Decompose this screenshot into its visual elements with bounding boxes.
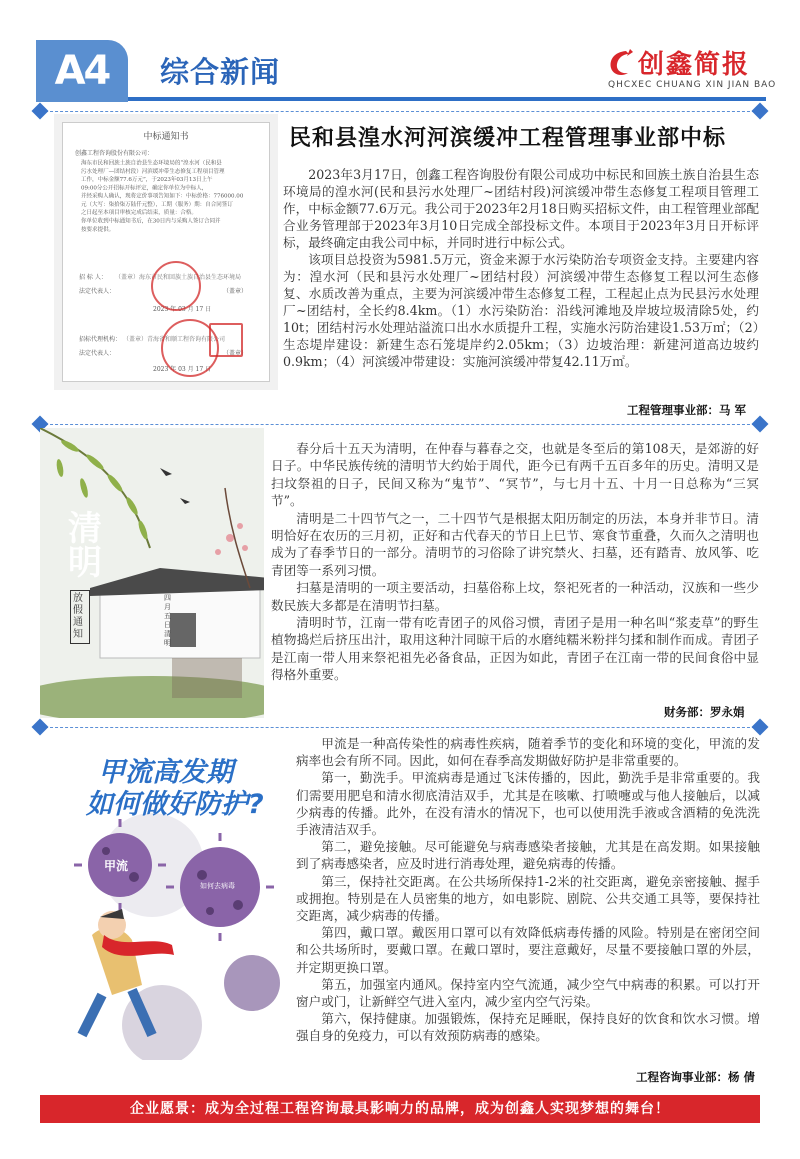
virus-label: 如何去病毒	[200, 882, 235, 890]
article1-body	[283, 166, 759, 370]
official-seal-icon	[151, 261, 201, 311]
notice-line: 工作，中标金额77.6万元”，于2023年03月13日上午	[81, 176, 213, 183]
holiday-notice-box: 放假通知	[70, 590, 90, 644]
article3-paragraph: 第二，避免接触。尽可能避免与病毒感染者接触，尤其是在高发期。如果接触到了病毒感染者，应及时进行消毒处理，避免病毒的传播。	[296, 839, 760, 872]
notice-line: 污水处理厂—团结村段）河滨缓冲带生态修复工程项目管理	[81, 168, 225, 175]
article3-paragraph: 第一，勤洗手。甲流病毒是通过飞沫传播的，因此，勤洗手是非常重要的。我们需要用肥皂和清水彻底清洁双手，尤其是在咳嗽、打喷嚏或与他人接触后，以减少病毒的传播。此外，在没有清水的情况下，也可以使用洗手液或含酒精的免洗洗手液清洁双手。	[296, 770, 760, 838]
divider-top	[40, 111, 760, 112]
notice-sign2-org: （盖章）青海省和顺工程咨询有限公司	[123, 336, 226, 343]
notice-sign2-stamp: （盖章）	[223, 350, 248, 357]
official-seal-icon	[209, 323, 243, 357]
notice-line: 按要求提供。	[81, 226, 115, 233]
article2-paragraph: 扫墓是清明的一项主要活动，扫墓俗称上坟，祭祀死者的一种活动，汉族和一些少数民族大多都是在清明节扫墓。	[271, 580, 759, 613]
virus-label: 甲流	[104, 859, 129, 873]
notice-line: 之日起至本项目审核完成后结束，质量：合格。	[81, 209, 197, 217]
notice-title: 中标通知书	[143, 132, 189, 142]
notice-date2: 2023 年 03 月 17 日	[153, 366, 212, 373]
notice-line: 海东市民和回族土族自治县生态环境局的“湟水河（民和县	[81, 159, 222, 167]
article2-paragraph: 春分后十五天为清明，在仲春与暮春之交，也就是冬至后的第108天，是郊游的好日子。中华民族传统的清明节大约始于周代，距今已有两千五百多年的历史。清明又是扫坟祭祖的日子，民间又称为“鬼节”、“冥节”，与七月十五、十月一日总称为“三冥节”。	[271, 441, 759, 509]
article3-paragraph: 甲流是一种高传染性的病毒性疾病，随着季节的变化和环境的变化，甲流的发病率也会有所不同。因此，如何在春季高发期做好防护是非常重要的。	[296, 736, 760, 769]
notice-line: 并经采购人确认，现将定价事项告知如下：中标价格：776000.00	[81, 193, 244, 200]
qingming-side-text: 四月五日 清明	[164, 594, 171, 647]
qingming-char: 明	[68, 543, 102, 583]
article2-paragraph: 清明是二十四节气之一，二十四节气是根据太阳历制定的历法，本身并非节日。清明恰好在农历的三月初，正好和古代春天的节日上巳节、寒食节重叠，久而久之清明也成为了春季节日的一部分。清明节的习俗除了讲究禁火、扫墓，还有踏青、放风筝、吃青团等一系列习惯。	[271, 510, 759, 578]
award-notice-document	[62, 122, 270, 382]
qingming-char: 清	[68, 509, 102, 549]
qingming-illustration	[40, 428, 264, 718]
article3-paragraph: 第四，戴口罩。戴医用口罩可以有效降低病毒传播的风险。特别是在密闭空间和公共场所时，要戴口罩。在戴口罩时，要注意戴好，尽量不要接触口罩的外层，并定期更换口罩。	[296, 925, 760, 975]
article3-body	[296, 735, 760, 1045]
divider	[40, 727, 760, 728]
brand-pinyin: QHCXEC CHUANG XIN JIAN BAO	[608, 80, 777, 90]
article2-paragraph: 清明时节，江南一带有吃青团子的风俗习惯，青团子是用一种名叫“浆麦草”的野生植物捣烂后挤压出汁，取用这种汁同晾干后的水磨纯糯米粉拌匀揉和制作而成。青团子是江南一带人用来祭祀祖先必备食品，正因为如此，青团子在江南一带的民间食俗中显得格外重要。	[271, 615, 759, 683]
flu-title-line: 如何做好防护?	[86, 789, 264, 820]
notice-line: 元（大写：柒拾柒万陆仟元整），工期（服务）期：自合同签订	[81, 201, 233, 208]
article1-headline: 民和县湟水河河滨缓冲工程管理事业部中标	[289, 125, 727, 151]
flu-illustration	[42, 735, 292, 1060]
flu-title-line: 甲流高发期	[98, 757, 233, 788]
article1-paragraph: 该项目总投资为5981.5万元，资金来源于水污染防治专项资金支持。主要建内容为：湟水河（民和县污水处理厂~团结村段）河滨缓冲带生态修复工程以河生态修复、水质改善为重点，主要为河滨缓冲带生态修复工程，工程起止点为民县污水处理厂~团结村，全长约8.4km。（1）水污染防治：沿线河滩地及岸坡垃圾清除5处，约10t；团结村污水处理站溢流口出水水质提升工程，实施水污防治建设1.53万㎡；（2）生态堤岸建设：新建生态石笼堤岸约2.05km；（3）边坡治理：新建河道高边坡约0.9km；（4）河滨缓冲带建设：实施河滨缓冲带复42.11万㎡。	[283, 252, 759, 369]
divider-star-icon	[752, 416, 769, 433]
brand-logo-icon	[606, 48, 634, 78]
divider-star-icon	[752, 719, 769, 736]
article2-byline: 财务部：罗永娟	[664, 705, 745, 719]
section-title: 综合新闻	[160, 55, 281, 89]
article1-byline: 工程管理事业部：马 军	[627, 403, 747, 417]
header-rule	[128, 97, 766, 101]
article2-body	[271, 440, 759, 684]
notice-sign1-stamp: （盖章）	[223, 288, 248, 295]
notice-sign1-rep: 法定代表人：	[79, 288, 116, 295]
divider-star-icon	[752, 103, 769, 120]
article1-paragraph: 2023年3月17日，创鑫工程咨询股份有限公司成功中标民和回族土族自治县生态环境局的湟水河(民和县污水处理厂~团结村段)河滨缓冲带生态修复工程项目管理工作，中标金额77.6万元。我公司于2023年2月18日购买招标文件，由工程管理业部配合业务管理部于2023年3月10日完成全部投标文件。本项目于2023年3月日开标评标，最终确定由我公司中标，并同时进行中标公式。	[283, 167, 759, 250]
notice-line: 09:00分公开招标开标评定，确定你单位为中标人，	[81, 184, 208, 192]
notice-sign1-label: 招 标 人：	[79, 274, 107, 281]
brand-name: 创鑫简报	[638, 50, 751, 80]
divider-star-icon	[32, 103, 49, 120]
notice-sign2-label: 招标代理机构：	[79, 336, 122, 343]
article3-paragraph: 第五，加强室内通风。保持室内空气流通，减少空气中病毒的积累。可以打开窗户或门，让新鲜空气进入室内，减少室内空气污染。	[296, 976, 760, 1010]
article3-paragraph: 第六，保持健康。加强锻炼，保持充足睡眠，保持良好的饮食和饮水习惯。增强自身的免疫力，可以有效预防病毒的感染。	[296, 1011, 760, 1044]
notice-company: 创鑫工程咨询股份有限公司：	[75, 150, 154, 157]
article3-paragraph: 第三，保持社交距离。在公共场所保持1-2米的社交距离，避免亲密接触、握手或拥抱。特别是在人员密集的地方，如电影院、剧院、公共交通工具等，要保持社交距离，减少病毒的传播。	[296, 873, 760, 924]
footer-slogan-banner: 企业愿景：成为全过程工程咨询最具影响力的品牌，成为创鑫人实现梦想的舞台！	[40, 1095, 760, 1123]
page-number-tag: A4	[36, 40, 128, 102]
notice-sign2-rep: 法定代表人：	[79, 350, 116, 357]
notice-date1: 2023 年 03 月 17 日	[153, 306, 212, 313]
notice-line: 你单位收到中标通知书后，在30日内与采购人签订合同并	[81, 217, 221, 225]
article3-byline: 工程咨询事业部：杨 倩	[636, 1070, 756, 1084]
divider	[40, 424, 760, 425]
notice-sign1-org: （盖章）海东市民和回族土族自治县生态环境局	[115, 274, 242, 281]
divider-star-icon	[32, 719, 49, 736]
